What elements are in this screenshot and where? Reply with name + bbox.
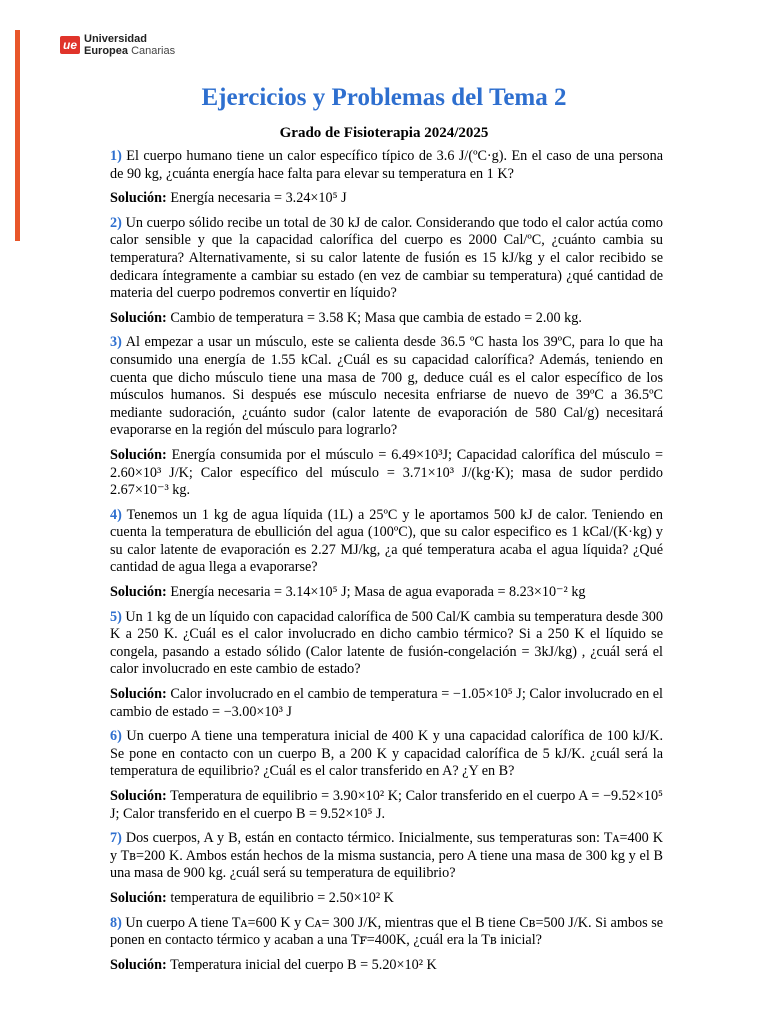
solution-text: Energía necesaria = 3.24×10⁵ J bbox=[170, 190, 347, 207]
problem-question: Un 1 kg de un líquido con capacidad calorífica de 500 Cal/K cambia su temperatura desde 300 K a 250 K. ¿Cuál es el calor involucrado en dicho cambio térmico? Si a 250 K el líquido se congela, pasando a estado sólido (Calor latente de fusión-congelación = 3kJ/kg) , ¿cuál será el calor involucrado en este cambio de estado? bbox=[110, 608, 663, 678]
problem-number: 3) bbox=[110, 334, 122, 351]
solution-1 bbox=[110, 190, 663, 208]
solution-label: Solución: bbox=[110, 190, 167, 207]
logo-line2-light: Canarias bbox=[131, 45, 176, 57]
solution-text: Calor involucrado en el cambio de temperatura = −1.05×10⁵ J; Calor involucrado en el cambio de estado = −3.00×10³ J bbox=[110, 686, 663, 720]
problem-question: El cuerpo humano tiene un calor específico típico de 3.6 J/(ºC·g). En el caso de una persona de 90 kg, ¿cuánta energía hace falta para elevar su temperatura en 1 K? bbox=[110, 148, 663, 182]
problem-number: 8) bbox=[110, 914, 122, 931]
solution-7 bbox=[110, 890, 663, 908]
problem-number: 7) bbox=[110, 830, 122, 847]
solution-text: Energía consumida por el músculo = 6.49×10³J; Capacidad calorífica del músculo = 2.60×10³ J/K; Calor específico del músculo = 3.71×10³ J/(kg·K); masa de sudor perdido 2.67×10⁻³ kg. bbox=[110, 446, 663, 499]
solution-text: temperatura de equilibrio = 2.50×10² K bbox=[170, 889, 394, 906]
solution-text: Cambio de temperatura = 3.58 K; Masa que cambia de estado = 2.00 kg. bbox=[170, 309, 582, 326]
solution-label: Solución: bbox=[110, 956, 167, 973]
solution-label: Solución: bbox=[110, 309, 167, 326]
problem-question: Un cuerpo sólido recibe un total de 30 kJ de calor. Considerando que todo el calor actúa como calor sensible y que la capacidad calorífica del cuerpo es 2000 Cal/ºC, ¿cuánto cambia su temperatura? Alternativamente, si su calor latente de fusión es 15 kJ/kg y el calor recibido se dedicara íntegramente a cambiar su estado (en vez de cambiar su temperatura) ¿qué cantidad de materia del cuerpo podremos convertir en líquido? bbox=[110, 214, 664, 302]
solution-3 bbox=[110, 447, 663, 500]
solution-label: Solución: bbox=[110, 788, 167, 804]
solution-label: Solución: bbox=[110, 889, 167, 906]
problem-question: Dos cuerpos, A y B, están en contacto térmico. Inicialmente, sus temperaturas son: Tᴀ=400 K y Tʙ=200 K. Ambos están hechos de la misma sustancia, pero A tiene una masa de 300 kg y el B una masa de 900 kg. ¿cuál será su temperatura de equilibrio? bbox=[110, 830, 664, 882]
document-subtitle: Grado de Fisioterapia 2024/2025 bbox=[279, 125, 489, 141]
ue-logo-icon: ue bbox=[60, 36, 80, 54]
problem-6 bbox=[110, 728, 663, 781]
solution-6 bbox=[110, 788, 663, 823]
problem-2 bbox=[110, 215, 663, 303]
solution-text: Temperatura inicial del cuerpo B = 5.20×10² K bbox=[170, 956, 437, 973]
problem-number: 5) bbox=[110, 608, 122, 625]
logo-line1: Universidad bbox=[84, 33, 147, 45]
solution-5 bbox=[110, 686, 663, 721]
problem-question: Al empezar a usar un músculo, este se calienta desde 36.5 ºC hasta los 39ºC, para lo que ha consumido una energía de 1.55 kCal. ¿Cuál es su capacidad calorífica? Además, teniendo en cuenta que dicho músculo tiene una masa de 700 g, deduce cuál es el calor específico de los músculos humanos. Si después ese músculo necesita enfriarse de nuevo de 39ºC a 36.5ºC mediante sudoración, ¿cuánto sudor (calor latente de evaporación de 580 Cal/g) necesitará evaporarse en la región del músculo para lograrlo? bbox=[110, 334, 664, 439]
problem-5 bbox=[110, 609, 663, 679]
problem-3 bbox=[110, 334, 663, 440]
problem-1 bbox=[110, 148, 663, 183]
solution-text: Energía necesaria = 3.14×10⁵ J; Masa de agua evaporada = 8.23×10⁻² kg bbox=[170, 584, 586, 601]
solution-label: Solución: bbox=[110, 686, 167, 703]
problem-number: 4) bbox=[110, 506, 122, 523]
problem-number: 6) bbox=[110, 728, 122, 745]
problem-8 bbox=[110, 915, 663, 950]
problem-question: Un cuerpo A tiene Tᴀ=600 K y Cᴀ= 300 J/K, mientras que el B tiene Cʙ=500 J/K. Si ambos se ponen en contacto térmico y acaban a una Tꜰ=400K, ¿cuál era la Tʙ inicial? bbox=[110, 914, 664, 949]
logo-line2-bold: Europea bbox=[84, 45, 129, 57]
problems-list bbox=[110, 148, 663, 981]
solution-label: Solución: bbox=[110, 446, 167, 463]
solution-text: Temperatura de equilibrio = 3.90×10² K; Calor transferido en el cuerpo A = −9.52×10⁵ J; Calor transferido en el cuerpo B = 9.52×10⁵ J. bbox=[110, 788, 663, 822]
logo-text bbox=[84, 33, 175, 57]
solution-2 bbox=[110, 310, 663, 328]
document-title: Ejercicios y Problemas del Tema 2 bbox=[201, 84, 567, 111]
problem-number: 2) bbox=[110, 214, 122, 231]
problem-number: 1) bbox=[110, 148, 122, 164]
problem-question: Tenemos un 1 kg de agua líquida (1L) a 25ºC y le aportamos 500 kJ de calor. Teniendo en cuenta la temperatura de ebullición del agua (100ºC), que su calor especifico es 1 kCal/(K·kg) y su calor latente de evaporación es 2.27 MJ/kg, ¿a qué temperatura acaba el agua líquida? ¿Qué cantidad de agua llega a evaporarse? bbox=[110, 506, 663, 576]
university-logo bbox=[60, 33, 175, 57]
problem-4 bbox=[110, 507, 663, 577]
solution-label: Solución: bbox=[110, 584, 167, 601]
solution-4 bbox=[110, 584, 663, 602]
problem-question: Un cuerpo A tiene una temperatura inicial de 400 K y una capacidad calorífica de 100 kJ/K. Se pone en contacto con un cuerpo B, a 200 K y capacidad calorífica de 5 kJ/K. ¿cuál será la temperatura de equilibrio? ¿Cuál es el calor transferido en A? ¿Y en B? bbox=[110, 728, 664, 780]
solution-8 bbox=[110, 957, 663, 975]
problem-7 bbox=[110, 830, 663, 883]
